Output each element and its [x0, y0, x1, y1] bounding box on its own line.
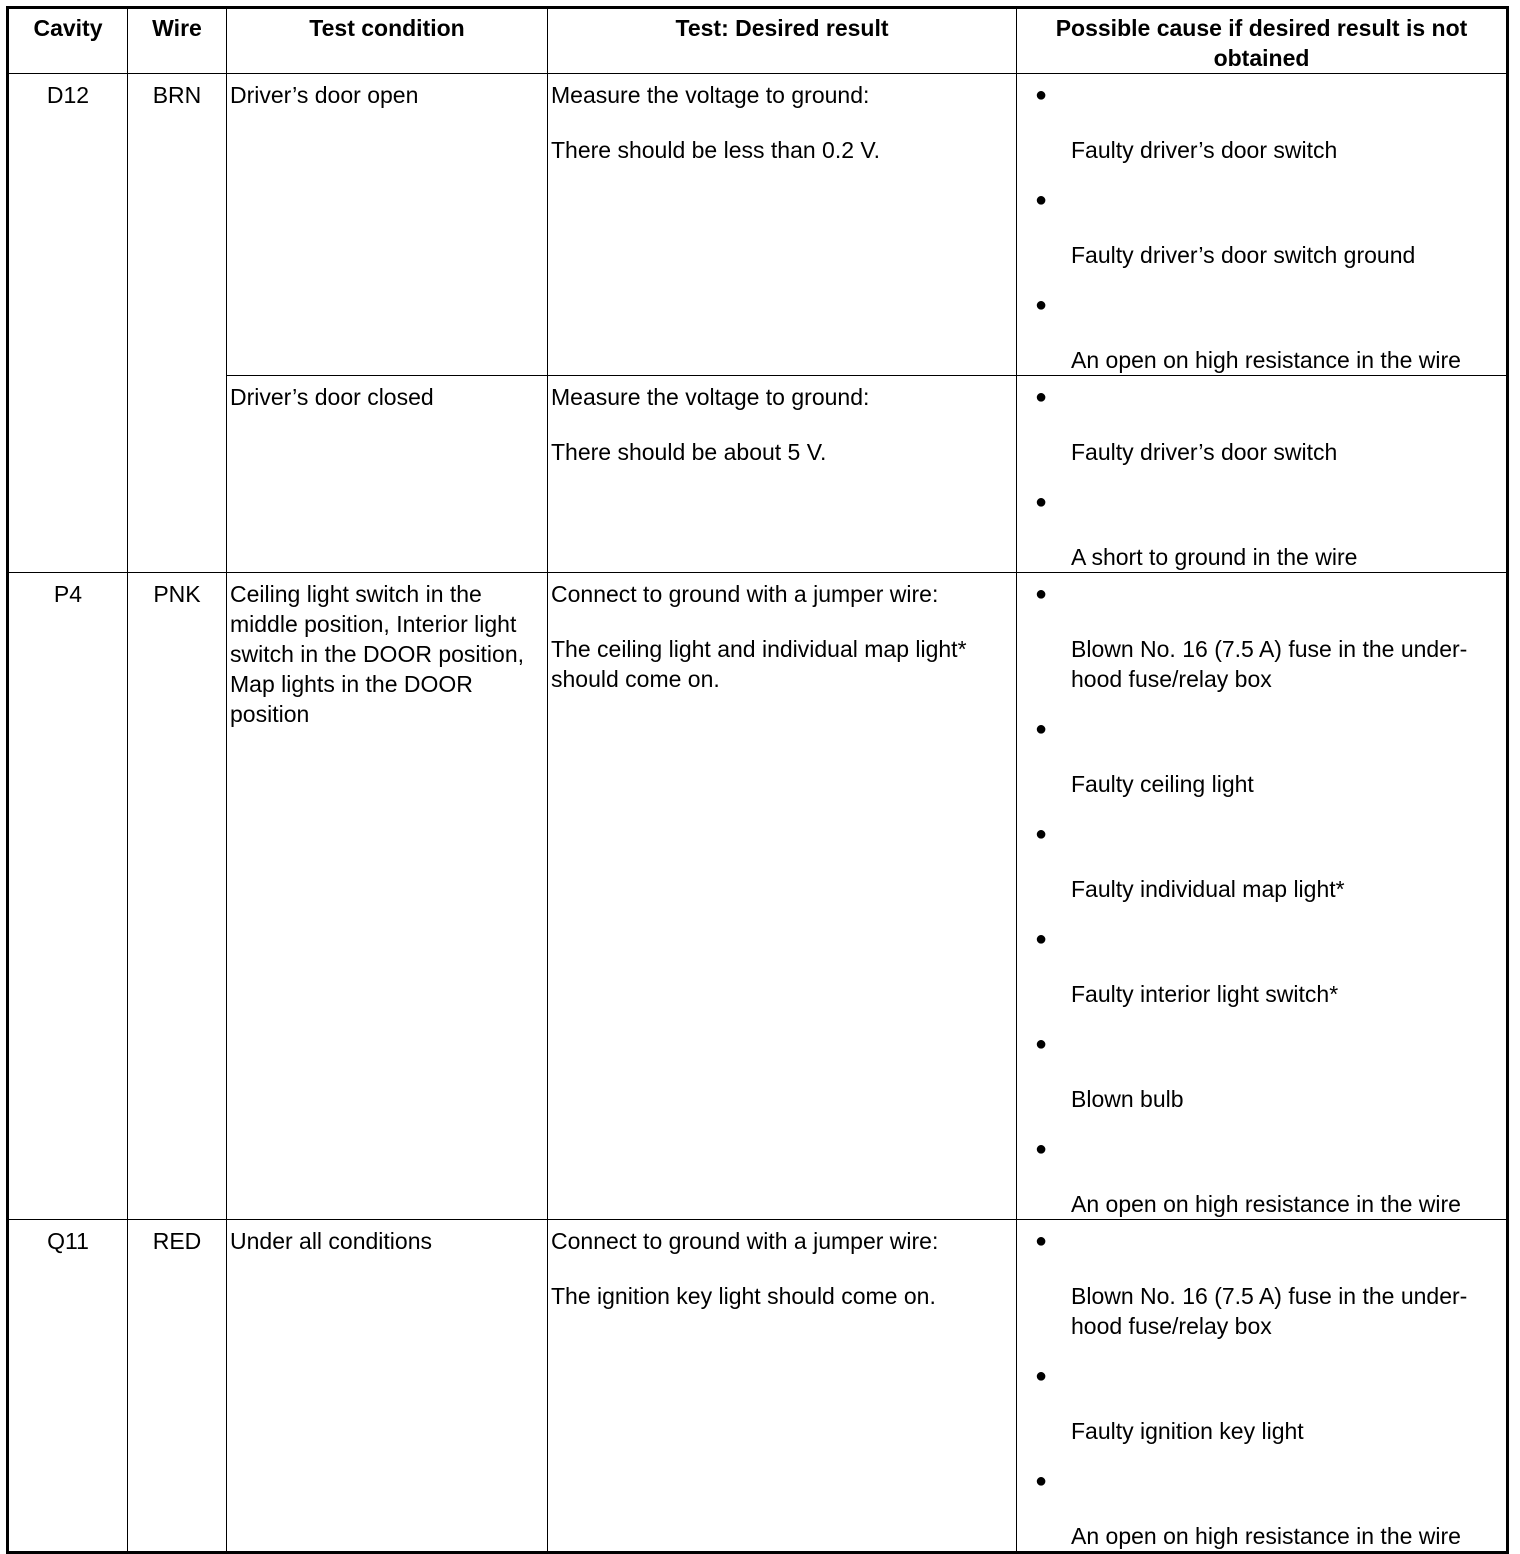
- bullet-icon: ●: [1035, 823, 1048, 845]
- condition-cell: [227, 1220, 548, 1553]
- cause-text: Faulty driver’s door switch ground: [1071, 242, 1416, 268]
- header-wire: Wire: [128, 8, 227, 74]
- bullet-icon: ●: [1035, 1138, 1048, 1160]
- bullet-icon: ●: [1035, 718, 1048, 740]
- cause-item: [1017, 1029, 1506, 1134]
- cause-text: Faulty ceiling light: [1071, 771, 1254, 797]
- result-instruction: Measure the voltage to ground:: [551, 82, 870, 108]
- test-table: [6, 6, 1509, 1554]
- bullet-icon: ●: [1035, 386, 1048, 408]
- bullet-icon: ●: [1035, 189, 1048, 211]
- bullet-icon: ●: [1035, 294, 1048, 316]
- cause-text: Faulty interior light switch*: [1071, 981, 1339, 1007]
- cause-text: Faulty driver’s door switch: [1071, 137, 1338, 163]
- cause-text: Blown No. 16 (7.5 A) fuse in the under-hood fuse/relay box: [1071, 1283, 1468, 1339]
- result-instruction: Connect to ground with a jumper wire:: [551, 1228, 939, 1254]
- result-cell: [548, 573, 1017, 1220]
- cause-cell: [1017, 1220, 1508, 1553]
- cause-cell: [1017, 74, 1508, 376]
- cause-item: [1017, 80, 1506, 185]
- table-row: [8, 573, 1508, 1220]
- bullet-icon: ●: [1035, 1033, 1048, 1055]
- condition-text: Driver’s door closed: [230, 384, 434, 410]
- cause-item: [1017, 819, 1506, 924]
- wire-cell: RED: [128, 1220, 227, 1553]
- table-row: [8, 1220, 1508, 1553]
- cause-item: [1017, 290, 1506, 375]
- result-cell: [548, 74, 1017, 376]
- table-row: [8, 376, 1508, 573]
- header-row: [8, 8, 1508, 74]
- bullet-icon: ●: [1035, 928, 1048, 950]
- cause-cell: [1017, 573, 1508, 1220]
- bullet-icon: ●: [1035, 84, 1048, 106]
- result-instruction: Measure the voltage to ground:: [551, 384, 870, 410]
- cause-text: Faulty driver’s door switch: [1071, 439, 1338, 465]
- condition-cell: [227, 74, 548, 376]
- cause-cell: [1017, 376, 1508, 573]
- condition-cell: [227, 573, 548, 1220]
- condition-cell: [227, 376, 548, 573]
- header-desired-result: Test: Desired result: [548, 8, 1017, 74]
- result-instruction: Connect to ground with a jumper wire:: [551, 581, 939, 607]
- bullet-icon: ●: [1035, 1470, 1048, 1492]
- header-cavity: Cavity: [8, 8, 128, 74]
- wire-cell: BRN: [128, 74, 227, 573]
- cavity-cell: D12: [8, 74, 128, 573]
- bullet-icon: ●: [1035, 1365, 1048, 1387]
- bullet-icon: ●: [1035, 491, 1048, 513]
- result-expectation: There should be less than 0.2 V.: [551, 137, 881, 163]
- cause-item: [1017, 579, 1506, 714]
- cause-text: Blown bulb: [1071, 1086, 1184, 1112]
- cause-text: An open on high resistance in the wire: [1071, 347, 1461, 373]
- cause-item: [1017, 924, 1506, 1029]
- bullet-icon: ●: [1035, 1230, 1048, 1252]
- cavity-cell: Q11: [8, 1220, 128, 1553]
- cause-text: An open on high resistance in the wire: [1071, 1523, 1461, 1549]
- result-expectation: The ignition key light should come on.: [551, 1283, 936, 1309]
- cause-text: An open on high resistance in the wire: [1071, 1191, 1461, 1217]
- result-expectation: The ceiling light and individual map light* should come on.: [551, 636, 967, 692]
- cause-item: [1017, 185, 1506, 290]
- cause-text: Faulty individual map light*: [1071, 876, 1345, 902]
- result-expectation: There should be about 5 V.: [551, 439, 827, 465]
- cause-item: [1017, 382, 1506, 487]
- wire-cell: PNK: [128, 573, 227, 1220]
- header-test-condition: Test condition: [227, 8, 548, 74]
- cause-item: [1017, 1134, 1506, 1219]
- condition-text: Driver’s door open: [230, 82, 419, 108]
- condition-text: Under all conditions: [230, 1228, 433, 1254]
- cause-item: [1017, 1466, 1506, 1551]
- header-possible-cause: Possible cause if desired result is not obtained: [1017, 8, 1508, 74]
- cause-item: [1017, 1361, 1506, 1466]
- condition-text: Ceiling light switch in the middle position, Interior light switch in the DOOR position, Map lights in the DOOR position: [230, 581, 525, 727]
- cause-item: [1017, 1226, 1506, 1361]
- table-row: [8, 74, 1508, 376]
- result-cell: [548, 1220, 1017, 1553]
- cause-item: [1017, 714, 1506, 819]
- cause-text: Faulty ignition key light: [1071, 1418, 1304, 1444]
- result-cell: [548, 376, 1017, 573]
- cause-text: A short to ground in the wire: [1071, 544, 1358, 570]
- cause-text: Blown No. 16 (7.5 A) fuse in the under-hood fuse/relay box: [1071, 636, 1468, 692]
- cause-item: [1017, 487, 1506, 572]
- bullet-icon: ●: [1035, 583, 1048, 605]
- cavity-cell: P4: [8, 573, 128, 1220]
